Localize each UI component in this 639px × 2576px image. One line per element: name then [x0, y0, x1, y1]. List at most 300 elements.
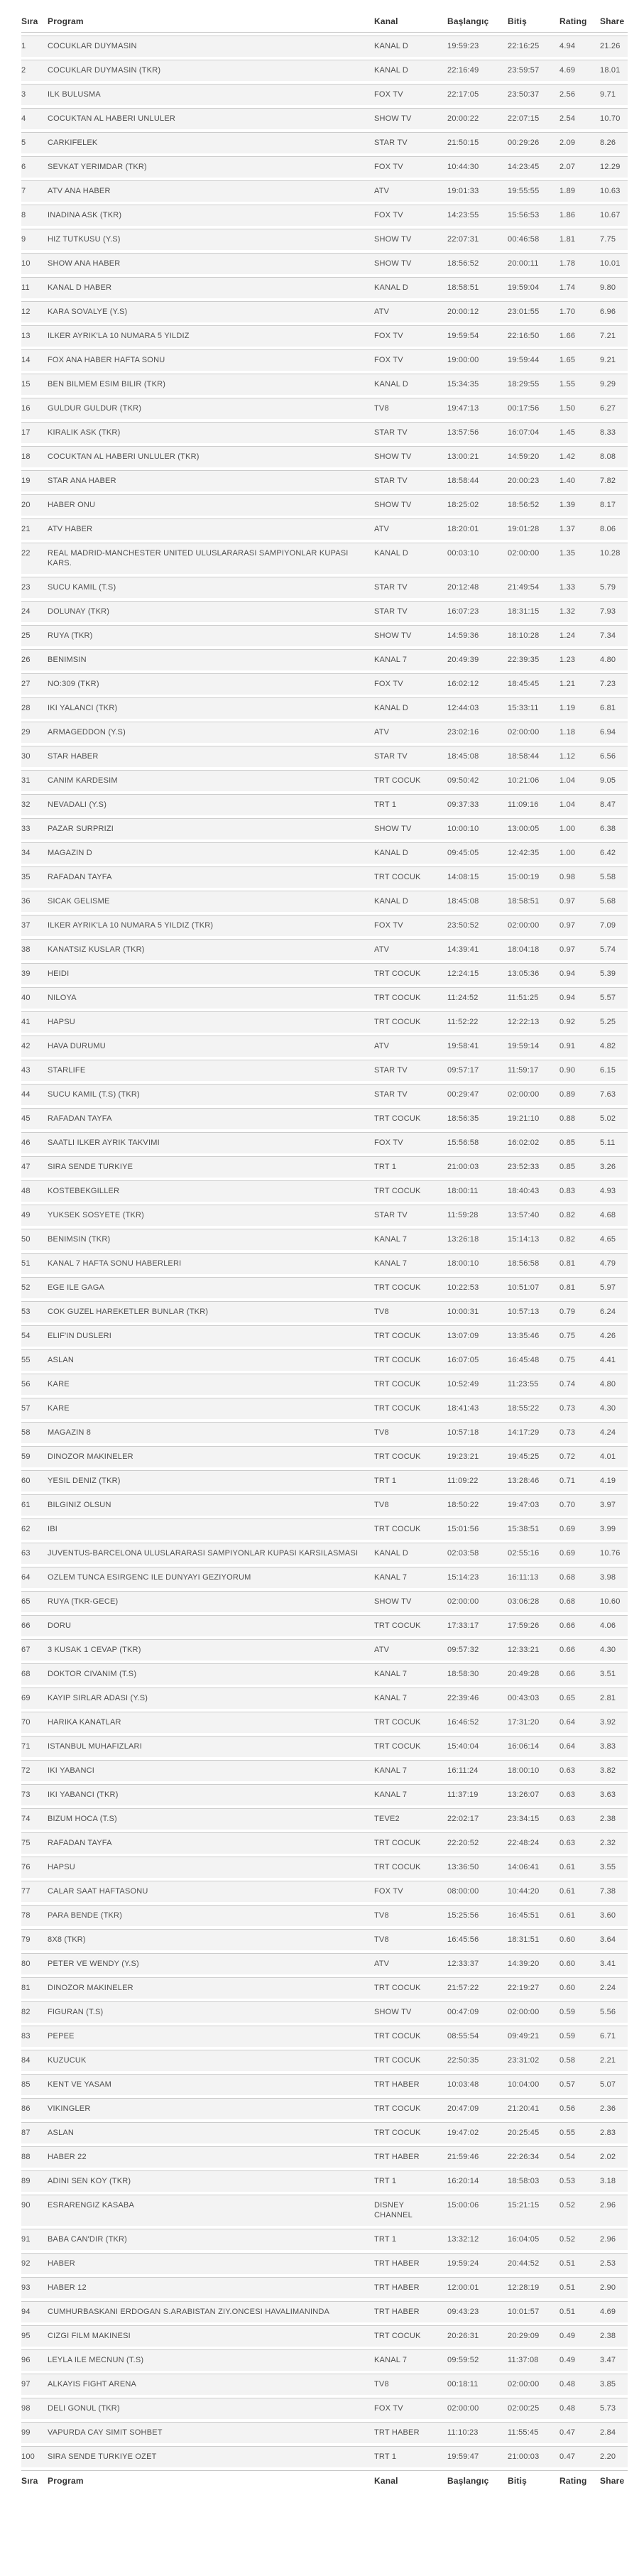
cell-channel: TRT COCUK [374, 1180, 447, 1202]
cell-rank: 41 [21, 1011, 48, 1033]
cell-end-time: 22:26:34 [508, 2146, 559, 2168]
cell-end-time: 20:49:28 [508, 1663, 559, 1685]
cell-channel: TRT 1 [374, 2170, 447, 2192]
table-row [21, 2001, 628, 2023]
cell-end-time: 18:29:55 [508, 374, 559, 395]
cell-end-time: 19:55:55 [508, 180, 559, 202]
cell-start-time: 21:57:22 [447, 1977, 508, 1999]
table-row [21, 601, 628, 622]
cell-end-time: 00:29:26 [508, 132, 559, 153]
cell-rank: 19 [21, 470, 48, 491]
cell-channel: TRT COCUK [374, 1615, 447, 1636]
cell-start-time: 09:50:42 [447, 770, 508, 791]
cell-rating: 0.63 [559, 1784, 600, 1805]
cell-start-time: 19:59:47 [447, 2446, 508, 2467]
table-row [21, 987, 628, 1009]
cell-channel: TRT COCUK [374, 1518, 447, 1540]
cell-rank: 59 [21, 1446, 48, 1467]
cell-rating: 2.07 [559, 156, 600, 178]
cell-end-time: 12:42:35 [508, 842, 559, 864]
cell-program: KARA SOVALYE (Y.S) [48, 301, 374, 322]
cell-rating: 1.21 [559, 673, 600, 695]
cell-start-time: 18:50:22 [447, 1494, 508, 1516]
cell-rating: 0.64 [559, 1712, 600, 1733]
cell-rating: 0.57 [559, 2074, 600, 2095]
table-row [21, 2170, 628, 2192]
cell-rating: 0.60 [559, 1929, 600, 1950]
table-row [21, 1180, 628, 1202]
footer-row [21, 2470, 628, 2491]
cell-share: 4.30 [600, 1398, 628, 1419]
cell-share: 2.20 [600, 2446, 628, 2467]
table-row [21, 301, 628, 322]
cell-program: KARE [48, 1374, 374, 1395]
cell-program: ISTANBUL MUHAFIZLARI [48, 1736, 374, 1757]
cell-channel: TV8 [374, 1422, 447, 1443]
cell-program: IBI [48, 1518, 374, 1540]
cell-share: 3.92 [600, 1712, 628, 1733]
cell-end-time: 11:09:16 [508, 794, 559, 815]
cell-share: 2.32 [600, 1832, 628, 1854]
cell-rank: 37 [21, 915, 48, 936]
cell-end-time: 13:35:46 [508, 1325, 559, 1347]
cell-rank: 46 [21, 1132, 48, 1153]
cell-channel: FOX TV [374, 673, 447, 695]
table-row [21, 1712, 628, 1733]
cell-channel: KANAL 7 [374, 1229, 447, 1250]
cell-end-time: 16:02:02 [508, 1132, 559, 1153]
cell-share: 4.26 [600, 1325, 628, 1347]
cell-program: RUYA (TKR) [48, 625, 374, 646]
cell-rank: 80 [21, 1953, 48, 1974]
cell-channel: KANAL 7 [374, 1784, 447, 1805]
cell-rating: 0.66 [559, 1615, 600, 1636]
cell-rank: 51 [21, 1253, 48, 1274]
cell-channel: KANAL D [374, 277, 447, 298]
cell-start-time: 18:58:51 [447, 277, 508, 298]
cell-rating: 0.75 [559, 1325, 600, 1347]
table-row [21, 939, 628, 960]
cell-rank: 69 [21, 1688, 48, 1709]
cell-channel: TRT 1 [374, 2446, 447, 2467]
cell-program: VAPURDA CAY SIMIT SOHBET [48, 2422, 374, 2443]
cell-channel: FOX TV [374, 1132, 447, 1153]
cell-channel: TRT COCUK [374, 1325, 447, 1347]
cell-rating: 0.60 [559, 1953, 600, 1974]
cell-rating: 0.92 [559, 1011, 600, 1033]
cell-rating: 0.73 [559, 1422, 600, 1443]
cell-end-time: 10:51:07 [508, 1277, 559, 1298]
cell-rating: 1.66 [559, 325, 600, 347]
cell-end-time: 18:45:45 [508, 673, 559, 695]
cell-share: 7.09 [600, 915, 628, 936]
cell-share: 4.01 [600, 1446, 628, 1467]
table-row [21, 1156, 628, 1178]
cell-channel: TRT COCUK [374, 1398, 447, 1419]
cell-channel: TV8 [374, 1494, 447, 1516]
cell-share: 3.47 [600, 2349, 628, 2371]
cell-channel: FOX TV [374, 325, 447, 347]
cell-program: PEPEE [48, 2026, 374, 2047]
cell-end-time: 18:31:15 [508, 601, 559, 622]
cell-program: MAGAZIN D [48, 842, 374, 864]
cell-start-time: 18:56:35 [447, 1108, 508, 1129]
cell-rating: 0.73 [559, 1398, 600, 1419]
cell-end-time: 23:01:55 [508, 301, 559, 322]
cell-start-time: 18:56:52 [447, 253, 508, 274]
cell-channel: TV8 [374, 1905, 447, 1926]
cell-rating: 1.45 [559, 422, 600, 443]
cell-start-time: 22:17:05 [447, 84, 508, 105]
cell-rating: 0.68 [559, 1567, 600, 1588]
cell-share: 3.55 [600, 1857, 628, 1878]
cell-share: 6.81 [600, 697, 628, 719]
cell-program: IKI YALANCI (TKR) [48, 697, 374, 719]
cell-end-time: 20:00:23 [508, 470, 559, 491]
cell-end-time: 13:05:36 [508, 963, 559, 984]
cell-share: 4.82 [600, 1036, 628, 1057]
cell-share: 2.21 [600, 2050, 628, 2071]
cell-rank: 8 [21, 205, 48, 226]
table-row [21, 1518, 628, 1540]
table-row [21, 470, 628, 491]
cell-end-time: 13:57:40 [508, 1205, 559, 1226]
cell-share: 8.06 [600, 518, 628, 540]
cell-start-time: 12:24:15 [447, 963, 508, 984]
cell-rank: 29 [21, 722, 48, 743]
table-row [21, 1011, 628, 1033]
cell-end-time: 10:21:06 [508, 770, 559, 791]
column-header-bitis: Bitiş [508, 11, 559, 33]
table-row [21, 229, 628, 250]
cell-start-time: 14:39:41 [447, 939, 508, 960]
cell-start-time: 19:23:21 [447, 1446, 508, 1467]
cell-rating: 0.63 [559, 1808, 600, 1830]
cell-start-time: 12:00:01 [447, 2277, 508, 2298]
column-header-kanal: Kanal [374, 11, 447, 33]
table-row [21, 156, 628, 178]
cell-channel: TRT HABER [374, 2146, 447, 2168]
table-row [21, 1784, 628, 1805]
table-row [21, 1494, 628, 1516]
cell-rank: 56 [21, 1374, 48, 1395]
cell-start-time: 12:44:03 [447, 697, 508, 719]
cell-end-time: 20:25:45 [508, 2122, 559, 2143]
cell-start-time: 09:59:52 [447, 2349, 508, 2371]
table-row [21, 1639, 628, 1661]
table-row [21, 722, 628, 743]
cell-rating: 1.70 [559, 301, 600, 322]
cell-share: 4.93 [600, 1180, 628, 1202]
cell-program: STAR ANA HABER [48, 470, 374, 491]
cell-start-time: 10:00:10 [447, 818, 508, 839]
cell-share: 6.38 [600, 818, 628, 839]
cell-end-time: 16:06:14 [508, 1736, 559, 1757]
cell-rank: 15 [21, 374, 48, 395]
cell-rank: 66 [21, 1615, 48, 1636]
table-row [21, 1036, 628, 1057]
cell-rating: 0.53 [559, 2170, 600, 2192]
cell-rating: 0.48 [559, 2398, 600, 2419]
cell-share: 2.53 [600, 2253, 628, 2274]
cell-share: 5.57 [600, 987, 628, 1009]
cell-rating: 1.12 [559, 746, 600, 767]
table-row [21, 842, 628, 864]
cell-share: 5.56 [600, 2001, 628, 2023]
cell-end-time: 12:33:21 [508, 1639, 559, 1661]
cell-channel: TRT COCUK [374, 1277, 447, 1298]
cell-program: ILKER AYRIK'LA 10 NUMARA 5 YILDIZ (TKR) [48, 915, 374, 936]
cell-program: SIRA SENDE TURKIYE [48, 1156, 374, 1178]
cell-rank: 89 [21, 2170, 48, 2192]
cell-program: CIZGI FILM MAKINESI [48, 2325, 374, 2347]
cell-share: 8.08 [600, 446, 628, 467]
cell-share: 3.98 [600, 1567, 628, 1588]
table-row [21, 1688, 628, 1709]
cell-start-time: 09:43:23 [447, 2301, 508, 2322]
cell-rating: 1.00 [559, 842, 600, 864]
cell-start-time: 15:00:06 [447, 2195, 508, 2226]
cell-rating: 4.94 [559, 36, 600, 57]
table-row [21, 1567, 628, 1588]
cell-end-time: 23:52:33 [508, 1156, 559, 1178]
cell-rank: 87 [21, 2122, 48, 2143]
cell-share: 21.26 [600, 36, 628, 57]
cell-rating: 0.68 [559, 1591, 600, 1612]
cell-start-time: 13:36:50 [447, 1857, 508, 1878]
column-footer-program: Program [48, 2470, 374, 2491]
cell-program: HABER 22 [48, 2146, 374, 2168]
cell-start-time: 19:59:24 [447, 2253, 508, 2274]
header-row [21, 11, 628, 33]
column-footer-kanal: Kanal [374, 2470, 447, 2491]
cell-program: RUYA (TKR-GECE) [48, 1591, 374, 1612]
cell-rating: 1.81 [559, 229, 600, 250]
cell-channel: STAR TV [374, 601, 447, 622]
cell-start-time: 15:01:56 [447, 1518, 508, 1540]
cell-channel: ATV [374, 1639, 447, 1661]
cell-rating: 0.79 [559, 1301, 600, 1322]
cell-rank: 43 [21, 1060, 48, 1081]
cell-rating: 0.81 [559, 1277, 600, 1298]
cell-program: DORU [48, 1615, 374, 1636]
table-row [21, 2374, 628, 2395]
cell-share: 2.96 [600, 2195, 628, 2226]
cell-program: ELIF'IN DUSLERI [48, 1325, 374, 1347]
cell-share: 5.74 [600, 939, 628, 960]
cell-rating: 2.54 [559, 108, 600, 129]
cell-share: 10.60 [600, 1591, 628, 1612]
cell-rating: 0.65 [559, 1688, 600, 1709]
table-row [21, 794, 628, 815]
cell-start-time: 00:29:47 [447, 1084, 508, 1105]
cell-end-time: 10:01:57 [508, 2301, 559, 2322]
table-row [21, 1374, 628, 1395]
cell-channel: TV8 [374, 398, 447, 419]
cell-share: 5.68 [600, 891, 628, 912]
cell-rating: 4.69 [559, 60, 600, 81]
cell-share: 5.73 [600, 2398, 628, 2419]
cell-rank: 28 [21, 697, 48, 719]
table-row [21, 446, 628, 467]
cell-program: NO:309 (TKR) [48, 673, 374, 695]
cell-program: OZLEM TUNCA ESIRGENC ILE DUNYAYI GEZIYORUM [48, 1567, 374, 1588]
cell-channel: KANAL D [374, 697, 447, 719]
table-body [21, 36, 628, 2467]
cell-rating: 0.60 [559, 1977, 600, 1999]
table-row [21, 1398, 628, 1419]
cell-start-time: 09:45:05 [447, 842, 508, 864]
cell-channel: KANAL 7 [374, 1567, 447, 1588]
cell-end-time: 22:19:27 [508, 1977, 559, 1999]
cell-start-time: 09:57:17 [447, 1060, 508, 1081]
cell-channel: SHOW TV [374, 1591, 447, 1612]
table-row [21, 1857, 628, 1878]
cell-end-time: 18:10:28 [508, 625, 559, 646]
table-row [21, 915, 628, 936]
cell-program: INADINA ASK (TKR) [48, 205, 374, 226]
cell-channel: FOX TV [374, 156, 447, 178]
cell-program: SHOW ANA HABER [48, 253, 374, 274]
cell-channel: SHOW TV [374, 494, 447, 516]
cell-channel: TRT COCUK [374, 1349, 447, 1371]
column-footer-rating: Rating [559, 2470, 600, 2491]
cell-channel: TRT 1 [374, 2229, 447, 2250]
cell-program: NEVADALI (Y.S) [48, 794, 374, 815]
table-row [21, 818, 628, 839]
cell-rating: 2.56 [559, 84, 600, 105]
cell-channel: TRT COCUK [374, 1712, 447, 1733]
cell-end-time: 10:44:20 [508, 1881, 559, 1902]
cell-rank: 26 [21, 649, 48, 670]
cell-share: 10.63 [600, 180, 628, 202]
cell-start-time: 11:52:22 [447, 1011, 508, 1033]
cell-end-time: 11:37:08 [508, 2349, 559, 2371]
table-row [21, 205, 628, 226]
cell-rank: 60 [21, 1470, 48, 1491]
cell-channel: TV8 [374, 1929, 447, 1950]
cell-rating: 1.55 [559, 374, 600, 395]
cell-share: 9.29 [600, 374, 628, 395]
cell-rating: 1.33 [559, 577, 600, 598]
cell-start-time: 10:22:53 [447, 1277, 508, 1298]
cell-share: 4.80 [600, 1374, 628, 1395]
cell-channel: SHOW TV [374, 446, 447, 467]
cell-start-time: 02:00:00 [447, 1591, 508, 1612]
cell-channel: TRT COCUK [374, 866, 447, 888]
cell-program: DOLUNAY (TKR) [48, 601, 374, 622]
cell-end-time: 19:45:25 [508, 1446, 559, 1467]
cell-program: MAGAZIN 8 [48, 1422, 374, 1443]
cell-program: IKI YABANCI [48, 1760, 374, 1781]
cell-rank: 20 [21, 494, 48, 516]
cell-channel: SHOW TV [374, 229, 447, 250]
cell-end-time: 18:58:51 [508, 891, 559, 912]
cell-program: COCUKLAR DUYMASIN (TKR) [48, 60, 374, 81]
column-header-rating: Rating [559, 11, 600, 33]
cell-start-time: 16:20:14 [447, 2170, 508, 2192]
cell-rank: 23 [21, 577, 48, 598]
cell-start-time: 11:37:19 [447, 1784, 508, 1805]
cell-rating: 0.49 [559, 2325, 600, 2347]
cell-rank: 21 [21, 518, 48, 540]
cell-start-time: 08:00:00 [447, 1881, 508, 1902]
cell-share: 5.97 [600, 1277, 628, 1298]
cell-rank: 48 [21, 1180, 48, 1202]
cell-rank: 16 [21, 398, 48, 419]
cell-program: HABER [48, 2253, 374, 2274]
cell-rating: 0.63 [559, 1760, 600, 1781]
cell-program: ILK BULUSMA [48, 84, 374, 105]
cell-rank: 97 [21, 2374, 48, 2395]
cell-channel: TRT COCUK [374, 1736, 447, 1757]
table-header [21, 11, 628, 33]
cell-program: ASLAN [48, 2122, 374, 2143]
cell-program: HIZ TUTKUSU (Y.S) [48, 229, 374, 250]
cell-rating: 1.18 [559, 722, 600, 743]
cell-start-time: 19:01:33 [447, 180, 508, 202]
cell-channel: DISNEY CHANNEL [374, 2195, 447, 2226]
cell-channel: TRT COCUK [374, 770, 447, 791]
tv-ratings-table [21, 9, 628, 2494]
cell-rating: 1.86 [559, 205, 600, 226]
cell-channel: ATV [374, 301, 447, 322]
cell-channel: FOX TV [374, 2398, 447, 2419]
cell-share: 3.82 [600, 1760, 628, 1781]
cell-start-time: 20:47:09 [447, 2098, 508, 2119]
cell-rank: 27 [21, 673, 48, 695]
cell-channel: ATV [374, 518, 447, 540]
table-row [21, 2195, 628, 2226]
cell-rating: 0.51 [559, 2253, 600, 2274]
cell-end-time: 15:14:13 [508, 1229, 559, 1250]
cell-share: 2.96 [600, 2229, 628, 2250]
cell-share: 9.80 [600, 277, 628, 298]
cell-rank: 58 [21, 1422, 48, 1443]
cell-end-time: 19:59:14 [508, 1036, 559, 1057]
cell-program: HAVA DURUMU [48, 1036, 374, 1057]
cell-rating: 0.71 [559, 1470, 600, 1491]
cell-end-time: 11:23:55 [508, 1374, 559, 1395]
cell-share: 5.02 [600, 1108, 628, 1129]
cell-end-time: 16:45:51 [508, 1905, 559, 1926]
cell-channel: TRT COCUK [374, 963, 447, 984]
cell-start-time: 21:59:46 [447, 2146, 508, 2168]
cell-share: 10.67 [600, 205, 628, 226]
column-header-share: Share [600, 11, 628, 33]
cell-rank: 22 [21, 543, 48, 574]
cell-end-time: 23:31:02 [508, 2050, 559, 2071]
cell-share: 8.26 [600, 132, 628, 153]
cell-end-time: 15:21:15 [508, 2195, 559, 2226]
table-row [21, 2422, 628, 2443]
cell-share: 10.70 [600, 108, 628, 129]
cell-program: YESIL DENIZ (TKR) [48, 1470, 374, 1491]
table-row [21, 2301, 628, 2322]
cell-program: RAFADAN TAYFA [48, 1832, 374, 1854]
cell-end-time: 15:56:53 [508, 205, 559, 226]
cell-channel: KANAL 7 [374, 1663, 447, 1685]
table-row [21, 1446, 628, 1467]
cell-channel: TRT COCUK [374, 987, 447, 1009]
cell-rank: 42 [21, 1036, 48, 1057]
cell-channel: TRT HABER [374, 2074, 447, 2095]
cell-end-time: 17:59:26 [508, 1615, 559, 1636]
cell-channel: TRT COCUK [374, 1374, 447, 1395]
cell-share: 7.34 [600, 625, 628, 646]
cell-rank: 55 [21, 1349, 48, 1371]
cell-end-time: 16:11:13 [508, 1567, 559, 1588]
